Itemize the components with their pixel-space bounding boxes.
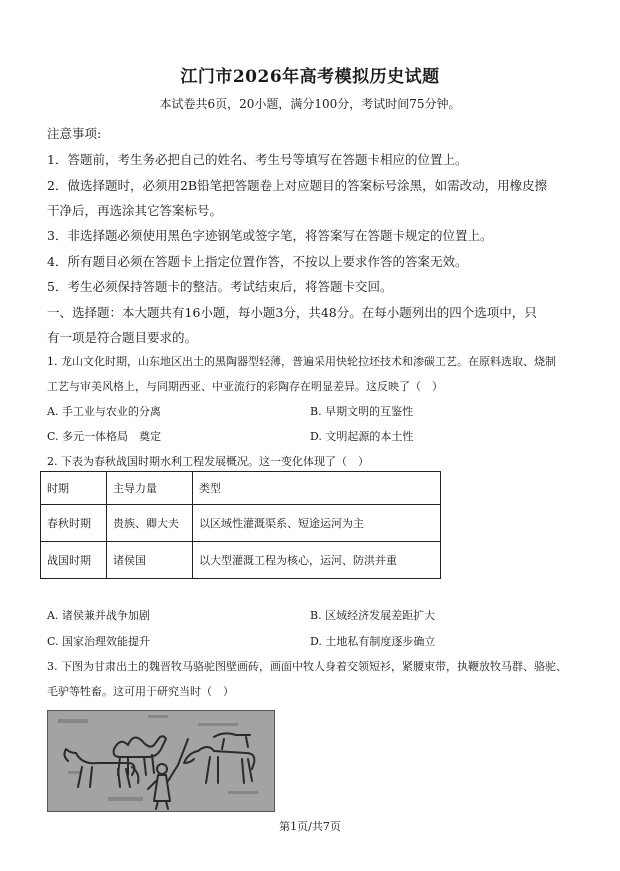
notice-heading: 注意事项: [47,126,102,141]
q1-option-a: A. 手工业与农业的分离 [47,405,161,418]
q2-option-c: C. 国家治理效能提升 [47,635,151,648]
section-instruction: 一、选择题：本大题共有16小题，每小题3分，共48分。在每小题列出的四个选项中，只 [47,305,537,320]
notice-item: 1．答题前，考生务必把自己的姓名、考生号等填写在答题卡相应的位置上。 [47,152,468,167]
q3-stem: 毛驴等牲畜。这可用于研究当时（ ） [47,685,234,698]
q1-option-c: C. 多元一体格局 奠定 [47,430,162,443]
notice-item: 5．考生必须保持答题卡的整洁。考试结束后，将答题卡交回。 [47,279,393,294]
mural-brick-image [47,710,275,812]
table-cell: 以大型灌溉工程为核心，运河、防洪并重 [193,542,441,579]
page-footer: 第1页/共7页 [279,820,341,833]
exam-subtitle: 本试卷共6页，20小题，满分100分，考试时间75分钟。 [159,97,461,111]
q2-stem: 2. 下表为春秋战国时期水利工程发展概况。这一变化体现了（ ） [47,455,369,468]
exam-title: 江门市2026年高考模拟历史试题 [180,67,440,87]
notice-item: 4．所有题目必须在答题卡上指定位置作答，不按以上要求作答的答案无效。 [47,254,468,269]
table-cell: 战国时期 [41,542,107,579]
notice-item: 2．做选择题时，必须用2B铅笔把答题卷上对应题目的答案标号涂黑，如需改动，用橡皮擦 [47,178,548,193]
q2-option-b: B. 区域经济发展差距扩大 [310,609,436,622]
section-instruction: 有一项是符合题目要求的。 [47,330,198,345]
mural-drawing [48,711,274,811]
q1-stem: 工艺与审美风格上，与同期西亚、中亚流行的彩陶存在明显差异。这反映了（ ） [47,380,443,393]
notice-item: 干净后，再选涂其它答案标号。 [47,203,223,218]
q2-table [40,471,441,579]
q1-option-b: B. 早期文明的互鉴性 [310,405,414,418]
q1-option-d: D. 文明起源的本土性 [310,430,414,443]
table-row [41,542,441,579]
table-header-cell: 类型 [193,472,441,505]
q3-stem: 3. 下图为甘肃出土的魏晋牧马骆驼图壁画砖，画面中牧人身着交领短衫，紧腰束带，执鞭放牧马群、骆驼、 [47,660,567,673]
table-cell: 贵族、卿大夫 [107,505,193,542]
q2-option-d: D. 土地私有制度逐步确立 [310,635,436,648]
q1-stem: 1. 龙山文化时期，山东地区出土的黑陶器型轻薄，普遍采用快轮拉坯技术和渗碳工艺。在原料选取、烧制 [47,355,556,368]
table-header-row [41,472,441,505]
table-header-cell: 主导力量 [107,472,193,505]
q2-option-a: A. 诸侯兼并战争加剧 [47,609,150,622]
table-cell: 诸侯国 [107,542,193,579]
table-cell: 以区域性灌溉渠系、短途运河为主 [193,505,441,542]
table-header-cell: 时期 [41,472,107,505]
table-cell: 春秋时期 [41,505,107,542]
notice-item: 3．非选择题必须使用黑色字迹钢笔或签字笔，将答案写在答题卡规定的位置上。 [47,228,493,243]
table-row [41,505,441,542]
